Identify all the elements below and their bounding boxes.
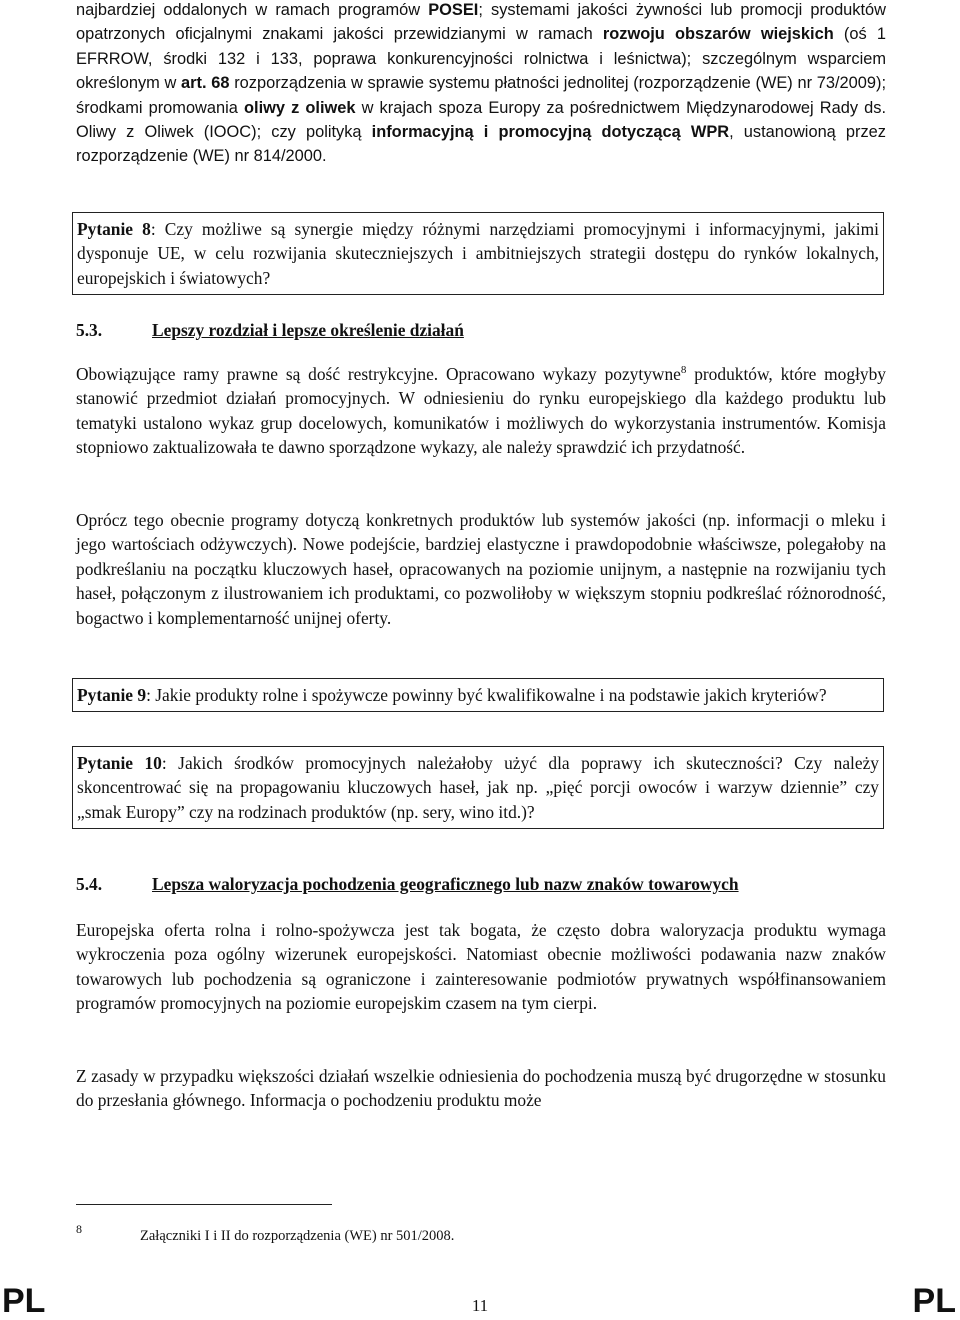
section-5-4-paragraph-2: Z zasady w przypadku większości działań wszelkie odniesienia do pochodzenia muszą być drugorzędne w stosunku do przesłania głównego. Informacja o pochodzeniu produktu może bbox=[76, 1066, 886, 1111]
language-code-left: PL bbox=[2, 1282, 46, 1320]
footnote-number: 8 bbox=[76, 1222, 82, 1236]
question-10-box bbox=[72, 746, 884, 829]
footnote-text: Załączniki I i II do rozporządzenia (WE) nr 501/2008. bbox=[140, 1228, 455, 1244]
section-5-3-paragraph-2: Oprócz tego obecnie programy dotyczą konkretnych produktów lub systemów jakości (np. informacji o mleku i jego wartościach odżywczych). Nowe podejście, bardziej elastyczne i prawdopodobnie właściwsze, polegałoby na podkreślaniu na początku kluczowych haseł, opracowanych na poziomie unijnym, a następnie na rozwijaniu tych haseł, połączonym z ilustrowaniem ich produktami, co pozwoliłoby w większym stopniu podkreślać różnorodność, bogactwo i komplementarność unijnej oferty. bbox=[76, 510, 886, 628]
footnote-separator bbox=[76, 1204, 332, 1205]
section-5-4-paragraph-1: Europejska oferta rolna i rolno-spożywcza jest tak bogata, że często dobra waloryzacja produktu wymaga wykroczenia poza ogólny wizerunek europejskości. Natomiast obecnie możliwości podawania nazw znaków towarowych lub pochodzenia są ograniczone i zainteresowanie podmiotów prywatnych współfinansowaniem programów promocyjnych na poziomie europejskim czasem na tym cierpi. bbox=[76, 920, 886, 1014]
page-number: 11 bbox=[471, 1296, 489, 1315]
intro-paragraph: najbardziej oddalonych w ramach programów POSEI; systemami jakości żywności lub promocji produktów opatrzonych oficjalnymi znakami jakości przewidzianymi w ramach rozwoju obszarów wiejskich (oś 1 EFRROW, środki 132 i 133, poprawa konkurencyjności rolnictwa i leśnictwa); szczególnym wsparciem określonym w art. 68 rozporządzenia w sprawie systemu płatności jednolitej (rozporządzenie (WE) nr 73/2009); środkami promowania oliwy z oliwek w krajach spoza Europy za pośrednictwem Międzynarodowej Rady ds. Oliwy z Oliwek (IOOC); czy polityką informacyjną i promocyjną dotyczącą WPR, ustanowioną przez rozporządzenie (WE) nr 814/2000. bbox=[76, 1, 887, 166]
section-5-4-heading: 5.4. Lepsza waloryzacja pochodzenia geograficznego lub nazw znaków towarowych bbox=[76, 874, 739, 894]
footnote-reference: 8 bbox=[680, 364, 687, 377]
language-code-right: PL bbox=[912, 1282, 956, 1320]
question-9-box bbox=[72, 678, 884, 712]
question-8-box bbox=[72, 212, 884, 295]
question-10-text: Pytanie 10: Jakich środków promocyjnych należałoby użyć dla poprawy ich skuteczności? Czy należy skoncentrować się na propagowaniu kluczowych haseł, jak np. „pięć porcji owoców i warzyw dziennie” czy „smak Europy” czy na rodzinach produktów (np. sery, wino itd.)? bbox=[77, 753, 880, 822]
section-5-3-paragraph-1: Obowiązujące ramy prawne są dość restrykcyjne. Opracowano wykazy pozytywne$^8$ produktów, które mogłyby stanowić przedmiot działań promocyjnych. W odniesieniu do rynku europejskiego dla każdego produktu lub tematyki ustalono wykaz grup docelowych, komunikatów i możliwych do wykorzystania instrumentów. Komisja stopniowo zaktualizowała te dawno sporządzone wykazy, ale należy sprawdzić ich przydatność. bbox=[76, 364, 886, 458]
question-8-text: Pytanie 8: Czy możliwe są synergie między różnymi narzędziami promocyjnymi i informacyjnymi, jakimi dysponuje UE, w celu rozwijania skuteczniejszych i ambitniejszych strategii dostępu do rynków lokalnych, europejskich i światowych? bbox=[77, 219, 879, 288]
question-9-text: Pytanie 9: Jakie produkty rolne i spożywcze powinny być kwalifikowalne i na podstawie jakich kryteriów? bbox=[77, 685, 827, 705]
section-5-3-heading: 5.3. Lepszy rozdział i lepsze określenie działań bbox=[76, 320, 464, 340]
